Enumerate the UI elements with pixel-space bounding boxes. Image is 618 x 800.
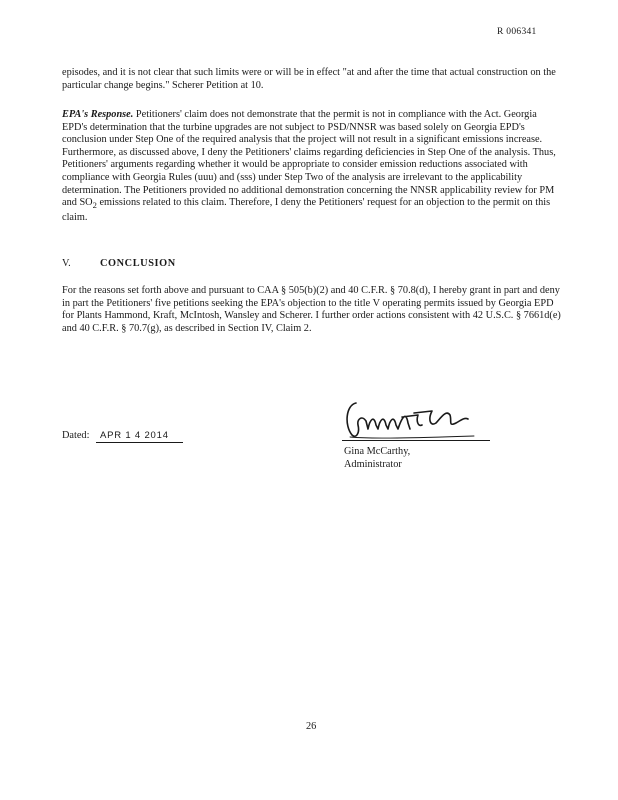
date-stamp: APR 1 4 2014: [96, 430, 183, 443]
page-number: 26: [306, 721, 317, 732]
paragraph-episodes: episodes, and it is not clear that such limits were or will be in effect "at and after the time that actual construction on the particular change begins." Scherer Petition at 10.: [62, 67, 556, 91]
signer-title: Administrator: [344, 459, 402, 470]
section-title: CONCLUSION: [100, 258, 176, 269]
epa-response-text-end: emissions related to this claim. Therefore, I deny the Petitioners' request for an objection to the permit on this claim.: [62, 197, 551, 223]
signature-line: [342, 440, 490, 441]
so2-subscript: 2: [92, 200, 97, 211]
section-heading-conclusion: [62, 258, 176, 271]
epa-response-text: Petitioners' claim does not demonstrate that the permit is not in compliance with the Act. Georgia EPD's determination that the turbine upgrades are not subject to PSD/NNSR was based solely on Georgia EPD's conclusion under Step One of the required analysis that the project will not result in a significant emissions increase. Furthermore, as discussed above, I deny the Petitioners' claims regarding deficiencies in Step One of the analysis. Thus, Petitioners' arguments regarding whether it would be appropriate to consider emission reductions associated with compliance with Georgia Rules (uuu) and (sss) under Step Two of the analysis are irrelevant to the applicability determination. The Petitioners provided no additional demonstration concerning the NNSR applicability review for PM and SO: [62, 109, 556, 209]
signer-name: Gina McCarthy,: [344, 446, 411, 457]
dated-label: Dated:: [62, 430, 90, 441]
section-number: V.: [62, 258, 71, 269]
bates-number: R 006341: [497, 27, 537, 37]
epa-response-lead: EPA's Response.: [62, 109, 134, 120]
dated-line: [62, 430, 183, 443]
signer-block: [344, 445, 410, 471]
handwritten-signature: [342, 395, 482, 443]
paragraph-epa-response: [62, 109, 562, 224]
paragraph-conclusion: For the reasons set forth above and pursuant to CAA § 505(b)(2) and 40 C.F.R. § 70.8(d), I hereby grant in part and deny in part the Petitioners' five petitions seeking the EPA's objection to the title V operating permits issued by Georgia EPD for Plants Hammond, Kraft, McIntosh, Wansley and Scherer. I further order actions consistent with 42 U.S.C. § 7661d(e) and 40 C.F.R. § 70.7(g), as described in Section IV, Claim 2.: [62, 285, 561, 334]
